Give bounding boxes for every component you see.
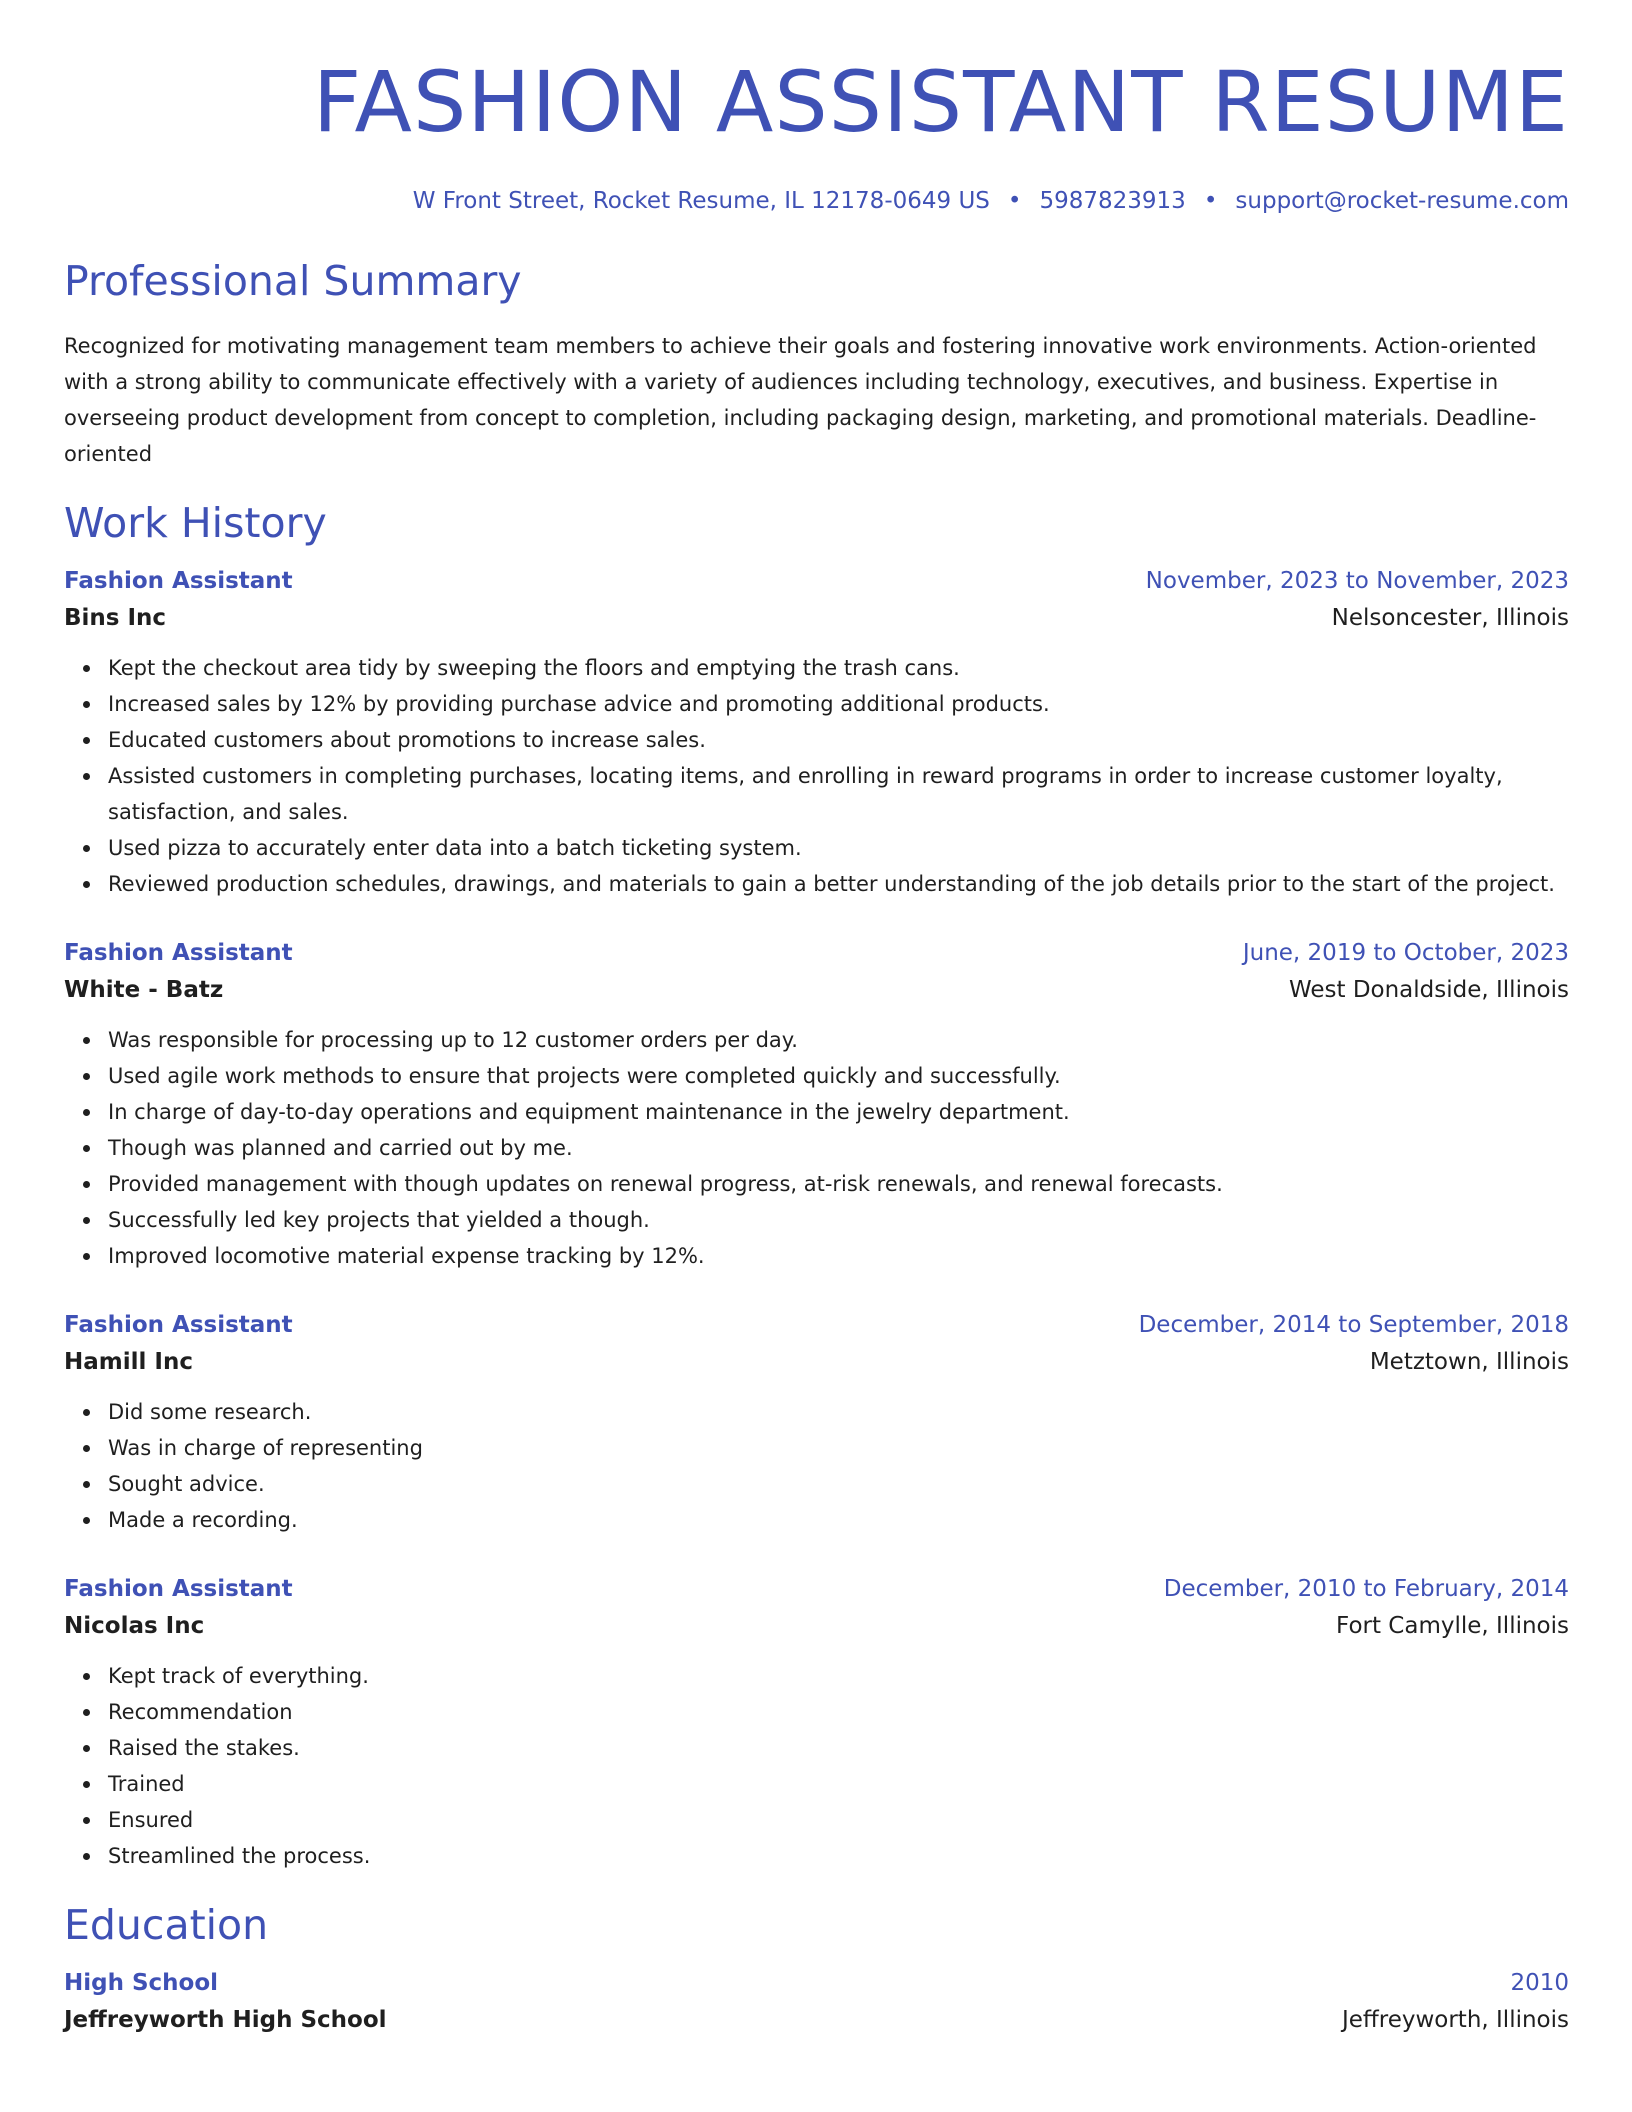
job-bullet: Trained [108, 1766, 1569, 1802]
contact-email: support@rocket-resume.com [1235, 188, 1569, 214]
summary-heading: Professional Summary [64, 257, 522, 305]
job-bullet: In charge of day-to-day operations and equipment maintenance in the jewelry department. [108, 1094, 1569, 1130]
job-bullet-list [64, 1658, 1569, 1874]
job-bullet: Used pizza to accurately enter data into a batch ticketing system. [108, 830, 1569, 866]
job-header-row [64, 564, 1569, 598]
job-header-row [64, 1308, 1569, 1342]
job-bullet: Kept track of everything. [108, 1658, 1569, 1694]
job-location: West Donaldside, Illinois [1288, 977, 1569, 1003]
summary-text: Recognized for motivating management team members to achieve their goals and fostering innovative work environments. Action-oriented with a strong ability to communicate effectively with a variety of audiences including technology, executives, and business. Expertise in overseeing product development from concept to completion, including packaging design, marketing, and promotional materials. Deadline-oriented [64, 334, 1537, 466]
contact-separator: • [1007, 188, 1022, 214]
education-heading: Education [64, 1901, 269, 1949]
job-bullet: Improved locomotive material expense tracking by 12%. [108, 1238, 1569, 1274]
job-bullet-list [64, 1022, 1569, 1274]
job-company: White - Batz [64, 977, 224, 1003]
job-bullet: Made a recording. [108, 1502, 1569, 1538]
work-history-heading: Work History [64, 499, 327, 547]
education-entry [64, 1966, 1569, 2040]
education-location: Jeffreyworth, Illinois [1341, 2007, 1569, 2033]
education-school-row [64, 2000, 1569, 2040]
job-entry [64, 1572, 1569, 1874]
job-company: Bins Inc [64, 605, 167, 631]
job-bullet: Used agile work methods to ensure that projects were completed quickly and successfully. [108, 1058, 1569, 1094]
contact-separator: • [1203, 188, 1218, 214]
job-dates: December, 2010 to February, 2014 [1163, 1576, 1569, 1602]
job-location: Fort Camylle, Illinois [1336, 1613, 1569, 1639]
education-school: Jeffreyworth High School [64, 2007, 387, 2033]
job-dates: December, 2014 to September, 2018 [1138, 1312, 1569, 1338]
job-bullet: Did some research. [108, 1394, 1569, 1430]
job-header-row [64, 1572, 1569, 1606]
job-bullet: Educated customers about promotions to increase sales. [108, 722, 1569, 758]
job-bullet: Ensured [108, 1802, 1569, 1838]
resume-title: FASHION ASSISTANT RESUME [312, 53, 1569, 151]
contact-phone: 5987823913 [1039, 188, 1186, 214]
job-company-row [64, 598, 1569, 638]
job-bullet: Recommendation [108, 1694, 1569, 1730]
job-header-row [64, 936, 1569, 970]
job-role: Fashion Assistant [64, 1312, 293, 1338]
job-company-row [64, 1606, 1569, 1646]
job-bullet: Increased sales by 12% by providing purchase advice and promoting additional products. [108, 686, 1569, 722]
job-bullet: Raised the stakes. [108, 1730, 1569, 1766]
contact-line [64, 186, 1569, 216]
education-header-row [64, 1966, 1569, 2000]
job-bullet: Though was planned and carried out by me. [108, 1130, 1569, 1166]
job-location: Nelsoncester, Illinois [1331, 605, 1569, 631]
job-bullet-list [64, 650, 1569, 902]
job-bullet: Reviewed production schedules, drawings, and materials to gain a better understanding of the job details prior to the start of the project. [108, 866, 1569, 902]
job-bullet: Successfully led key projects that yielded a though. [108, 1202, 1569, 1238]
job-dates: November, 2023 to November, 2023 [1145, 568, 1569, 594]
job-company-row [64, 1342, 1569, 1382]
job-entry [64, 564, 1569, 902]
job-bullet: Was in charge of representing [108, 1430, 1569, 1466]
job-bullet: Assisted customers in completing purchases, locating items, and enrolling in reward programs in order to increase customer loyalty, satisfaction, and sales. [108, 758, 1569, 830]
job-company-row [64, 970, 1569, 1010]
job-bullet: Streamlined the process. [108, 1838, 1569, 1874]
job-company: Hamill Inc [64, 1349, 193, 1375]
job-bullet: Provided management with though updates on renewal progress, at-risk renewals, and renewal forecasts. [108, 1166, 1569, 1202]
job-entry [64, 1308, 1569, 1538]
job-role: Fashion Assistant [64, 940, 293, 966]
education-year: 2010 [1510, 1970, 1569, 1996]
job-entry [64, 936, 1569, 1274]
education-degree: High School [64, 1970, 219, 1996]
job-role: Fashion Assistant [64, 1576, 293, 1602]
job-bullet: Sought advice. [108, 1466, 1569, 1502]
job-dates: June, 2019 to October, 2023 [1242, 940, 1569, 966]
contact-address: W Front Street, Rocket Resume, IL 12178-0649 US [412, 188, 990, 214]
education-list [64, 1966, 1569, 2040]
job-bullet: Was responsible for processing up to 12 customer orders per day. [108, 1022, 1569, 1058]
job-role: Fashion Assistant [64, 568, 293, 594]
job-bullet: Kept the checkout area tidy by sweeping the floors and emptying the trash cans. [108, 650, 1569, 686]
work-history-list [64, 564, 1569, 1874]
job-bullet-list [64, 1394, 1569, 1538]
job-company: Nicolas Inc [64, 1613, 205, 1639]
job-location: Metztown, Illinois [1369, 1349, 1569, 1375]
